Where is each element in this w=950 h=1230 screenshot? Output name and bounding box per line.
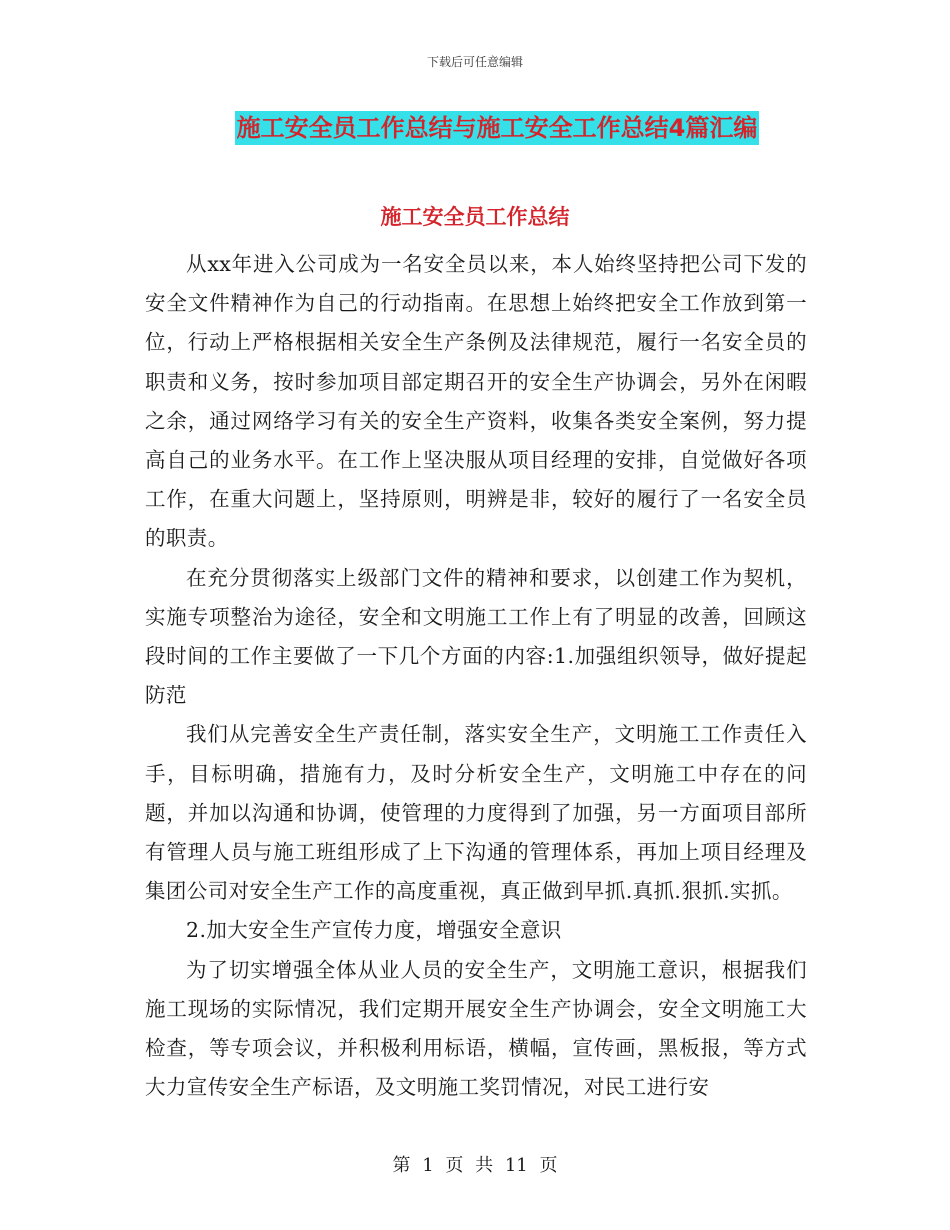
- page-footer: 第 1 页 共 11 页: [392, 1155, 558, 1176]
- section-title: 施工安全员工作总结: [380, 205, 570, 229]
- document-body: [145, 245, 807, 1107]
- document-title: 施工安全员工作总结与施工安全工作总结4篇汇编: [235, 111, 760, 145]
- paragraph-4: 2.加大安全生产宣传力度，增强安全意识: [186, 918, 562, 943]
- paragraph-1: 从xx年进入公司成为一名安全员以来，本人始终坚持把公司下发的安全文件精神作为自己的行动指南。在思想上始终把安全工作放到第一位，行动上严格根据相关安全生产条例及法律规范，履行一名安全员的职责和义务，按时参加项目部定期召开的安全生产协调会，另外在闲暇之余，通过网络学习有关的安全生产资料，收集各类安全案例，努力提高自己的业务水平。在工作上坚决服从项目经理的安排，自觉做好各项工作，在重大问题上，坚持原则，明辨是非，较好的履行了一名安全员的职责。: [145, 252, 807, 551]
- paragraph-3: 我们从完善安全生产责任制，落实安全生产，文明施工工作责任入手，目标明确，措施有力，及时分析安全生产，文明施工中存在的问题，并加以沟通和协调，使管理的力度得到了加强，另一方面项目部所有管理人员与施工班组形成了上下沟通的管理体系，再加上项目经理及集团公司对安全生产工作的高度重视，真正做到早抓.真抓.狠抓.实抓。: [145, 722, 807, 904]
- document-title-container: [0, 111, 950, 145]
- page-header-note: 下载后可任意编辑: [426, 55, 523, 69]
- paragraph-5: 为了切实增强全体从业人员的安全生产，文明施工意识，根据我们施工现场的实际情况，我们定期开展安全生产协调会，安全文明施工大检查，等专项会议，并积极利用标语，横幅，宣传画，黑板报，等方式大力宣传安全生产标语，及文明施工奖罚情况，对民工进行安: [145, 957, 807, 1100]
- paragraph-2: 在充分贯彻落实上级部门文件的精神和要求，以创建工作为契机，实施专项整治为途径，安全和文明施工工作上有了明显的改善，回顾这段时间的工作主要做了一下几个方面的内容:1.加强组织领导，做好提起防范: [145, 565, 807, 708]
